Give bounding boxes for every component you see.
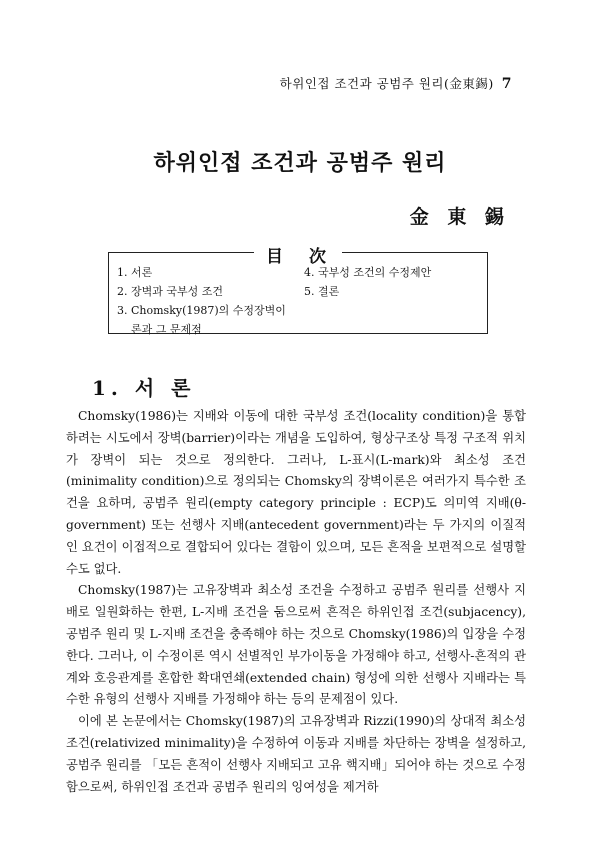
running-title: 하위인접 조건과 공범주 원리(金東錫) [279,76,494,91]
paragraph: Chomsky(1987)는 고유장벽과 최소성 조건을 수정하고 공범주 원리를 선행사 지배로 일원화하는 한편, L-지배 조건을 둠으로써 흔적은 하위인접 조건(subjacency), 공범주 원리 및 L-지배 조건을 충족해야 하는 것으로 Chomsky(1986)의 입장을 수정한다. 그러나, 이 수정이론 역시 선별적인 부가이동을 가정해야 하고, 선행사-흔적의 관계와 호응관계를 혼합한 확대연쇄(extended chain) 형성에 의한 선행사 지배라는 특수한 유형의 선행사 지배를 가정해야 하는 등의 문제점이 있다. [66,583,526,707]
toc-item: 2. 장벽과 국부성 조건 [117,285,223,298]
toc-item: 5. 결론 [304,285,340,298]
table-of-contents [108,247,488,336]
section-heading: 1. 서 론 [92,376,196,400]
toc-left-column [117,263,287,339]
toc-right-column [304,263,484,301]
paragraph: 이에 본 논문에서는 Chomsky(1987)의 고유장벽과 Rizzi(1990)의 상대적 최소성 조건(relativized minimality)을 수정하여 이동과 지배를 차단하는 장벽을 설정하고, 공범주 원리를 「모든 흔적이 선행사 지배되고 고유 핵지배」되어야 하는 것으로 수정함으로써, 하위인접 조건과 공범주 원리의 잉여성을 제거하 [66,714,526,794]
toc-item-continuation: 론과 그 문제점 [131,323,202,336]
body-text [66,406,526,798]
page-number: 7 [501,76,512,92]
author-name: 金 東 錫 [409,206,510,228]
article-title: 하위인접 조건과 공범주 원리 [153,150,447,176]
paragraph: Chomsky(1986)는 지배와 이동에 대한 국부성 조건(locality condition)을 통합하려는 시도에서 장벽(barrier)이라는 개념을 도입하여, 형상구조상 특정 구조적 위치가 장벽이 되는 것으로 정의한다. 그러나, L-표시(L-mark)와 최소성 조건(minimality condition)으로 정의되는 Chomsky의 장벽이론은 여러가지 특수한 조건을 요하며, 공범주 원리(empty category principle : ECP)도 의미역 지배(θ-government) 또는 선행사 지배(antecedent government)라는 두 가지의 이질적인 요건이 이접적으로 결합되어 있다는 결함이 있으며, 모든 흔적을 보편적으로 설명할 수도 없다. [66,409,526,576]
toc-item: 1. 서론 [117,266,153,279]
running-header [280,74,512,92]
toc-item: 4. 국부성 조건의 수정제안 [304,266,432,279]
toc-item: 3. Chomsky(1987)의 수정장벽이 [117,304,286,317]
toc-heading: 目 次 [109,242,487,267]
